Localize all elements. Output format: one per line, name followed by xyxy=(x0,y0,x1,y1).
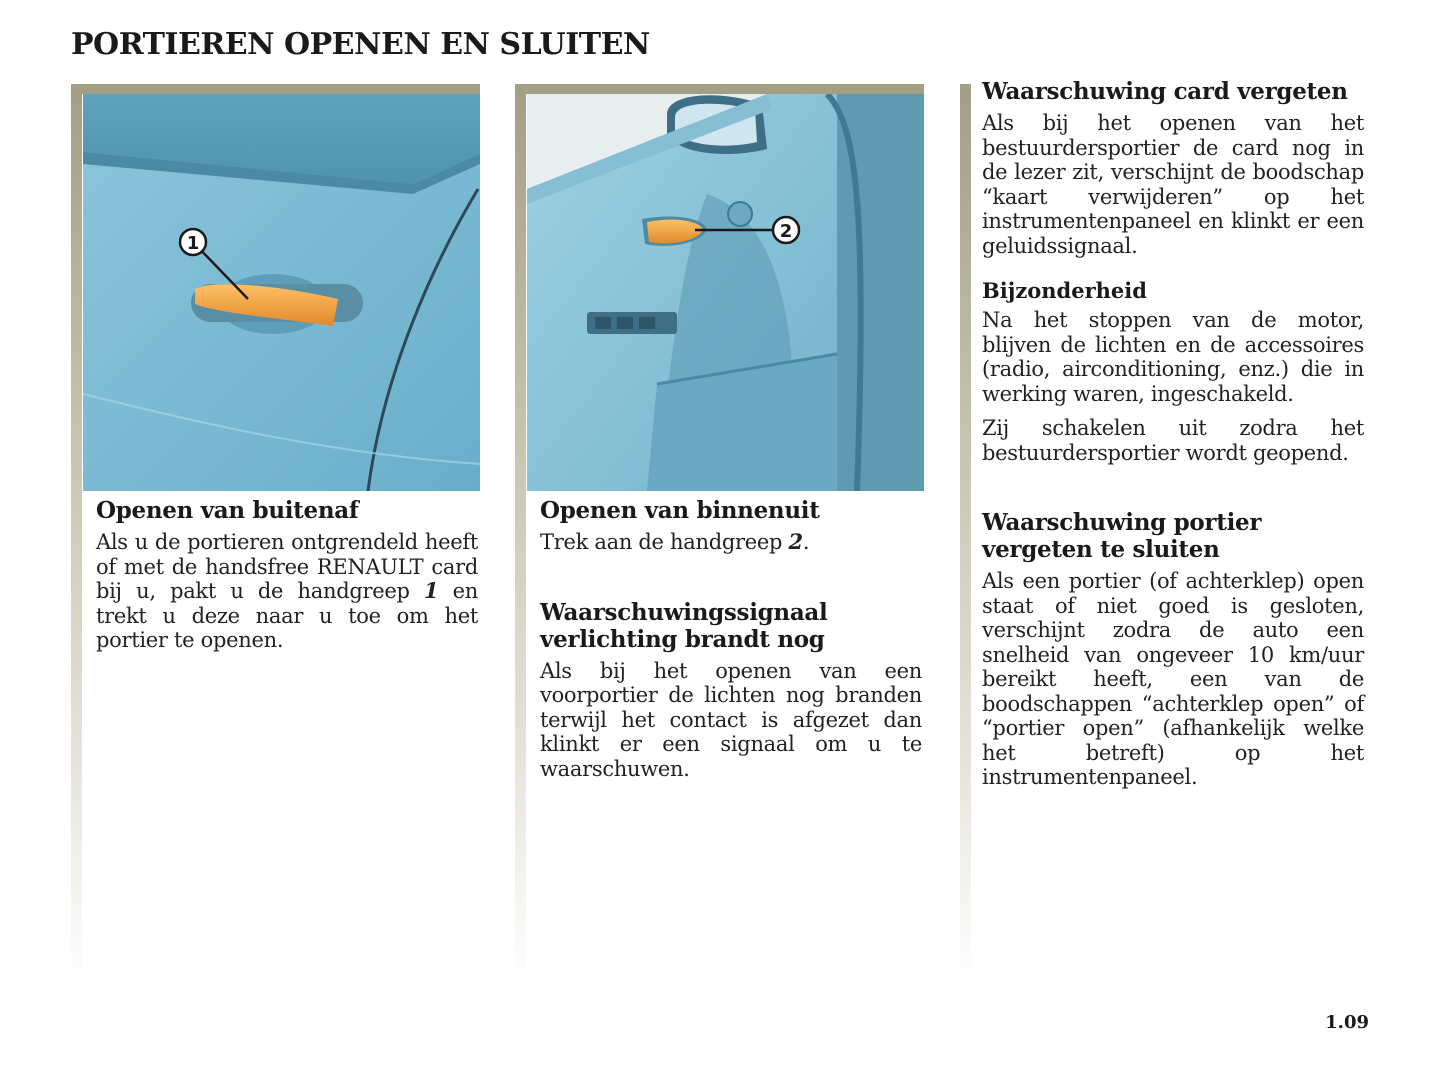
card-warning-text: Als bij het openen van het bestuurdersportier de card nog in de lezer zit, verschijnt de boodschap “kaart verwijderen” op het instrumentenpaneel en klinkt er een geluidssignaal. xyxy=(982,111,1364,258)
column-1-top-rule xyxy=(71,84,480,94)
callout-1: 1 xyxy=(186,233,200,254)
outside-opening-heading: Openen van buitenaf xyxy=(96,497,359,524)
inside-opening-heading: Openen van binnenuit xyxy=(540,497,820,524)
special-note-text: Na het stoppen van de motor, blijven de lichten en de accessoires (radio, airconditioning, enz.) die in werking waren, ingeschakeld. xyxy=(982,308,1364,406)
lights-warning-text: Als bij het openen van een voorportier de lichten nog branden terwijl het contact is afgezet dan klinkt er een signaal om u te waarschuwen. xyxy=(540,658,922,781)
column-2-text xyxy=(540,497,922,781)
page-number: 1.09 xyxy=(1325,1012,1369,1033)
column-2-top-rule xyxy=(515,84,924,94)
column-1-sidebar xyxy=(71,84,82,984)
lights-warning-heading: Waarschuwingssignaal verlichting brandt nog xyxy=(540,598,828,653)
outside-door-handle-photo xyxy=(83,94,480,491)
column-3-sidebar xyxy=(960,84,971,984)
column-2-sidebar xyxy=(515,84,526,984)
special-note-text-2: Zij schakelen uit zodra het bestuurdersportier wordt geopend. xyxy=(982,416,1364,465)
inside-opening-text: Trek aan de handgreep 2. xyxy=(540,529,810,554)
column-3-text xyxy=(982,78,1364,790)
door-warning-text: Als een portier (of achterklep) open staat of niet goed is gesloten, verschijnt zodra de auto een snelheid van ongeveer 10 km/uur bereikt heeft, een van de boodschappen “achterklep open” of “portier open” (afhankelijk welke het betreft) op het instrumentenpaneel. xyxy=(982,569,1364,789)
card-warning-heading: Waarschuwing card vergeten xyxy=(982,78,1348,105)
special-note-heading: Bijzonderheid xyxy=(982,278,1147,303)
callout-2: 2 xyxy=(779,221,793,242)
door-warning-heading: Waarschuwing portier vergeten te sluiten xyxy=(982,509,1262,563)
inside-door-handle-photo xyxy=(527,94,924,491)
column-1-text xyxy=(96,497,478,653)
page-title: PORTIEREN OPENEN EN SLUITEN xyxy=(71,27,650,62)
outside-opening-text: Als u de portieren ontgrendeld heeft of met de handsfree RENAULT card bij u, pakt u de handgreep 1 en trekt u deze naar u toe om het portier te openen. xyxy=(96,530,478,652)
